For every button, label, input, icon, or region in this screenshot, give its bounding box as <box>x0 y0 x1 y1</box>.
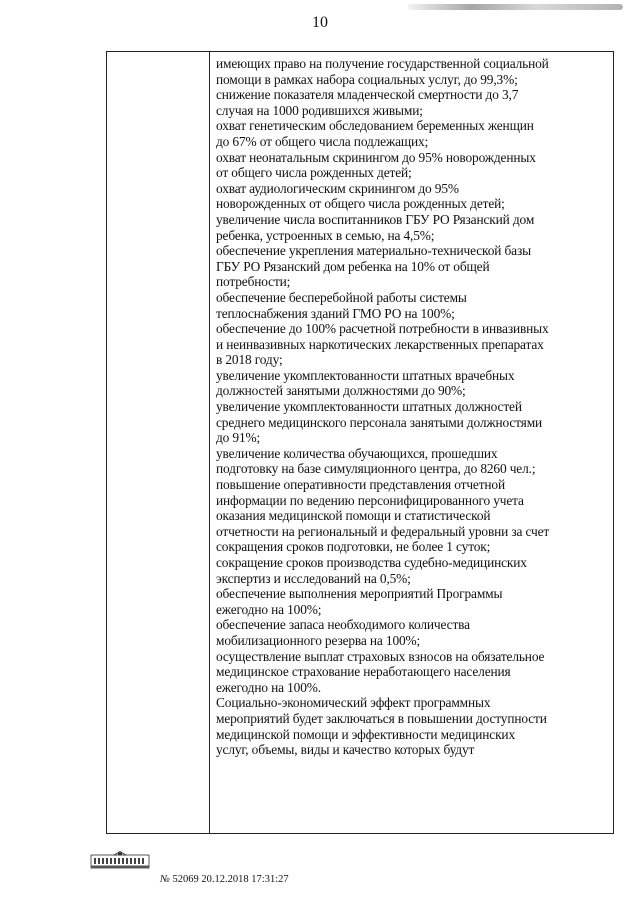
text-line: мобилизационного резерва на 100%; <box>216 632 421 648</box>
text-line: до 67% от общего числа подлежащих; <box>216 133 429 149</box>
government-building-icon <box>90 851 150 871</box>
text-line: имеющих право на получение государственной социальной <box>216 56 549 71</box>
text-line: увеличение количества обучающихся, прошедших <box>216 445 498 461</box>
text-line: мероприятий будет заключаться в повышении доступности <box>216 710 547 726</box>
text-line: Социально-экономический эффект программных <box>216 695 491 711</box>
text-line: до 91%; <box>216 430 261 446</box>
text-line: теплоснабжения зданий ГМО РО на 100%; <box>216 305 455 321</box>
text-line: ГБУ РО Рязанский дом ребенка на 10% от общей <box>216 258 490 274</box>
text-line: повышение оперативности представления отчетной <box>216 477 505 493</box>
text-line: медицинской помощи и эффективности медицинских <box>216 726 515 742</box>
scan-artifact <box>408 4 623 10</box>
text-line: новорожденных от общего числа рожденных детей; <box>216 196 505 212</box>
text-line: увеличение укомплектованности штатных врачебных <box>216 367 515 383</box>
text-line: охват генетическим обследованием беременных женщин <box>216 118 534 134</box>
text-line: среднего медицинского персонала занятыми должностями <box>216 414 543 430</box>
text-line: снижение показателя младенческой смертности до 3,7 <box>216 87 519 103</box>
registration-datetime: 20.12.2018 17:31:27 <box>201 874 289 885</box>
text-line: подготовку на базе симуляционного центра, до 8260 чел.; <box>216 461 536 477</box>
text-line: ребенка, устроенных в семью, на 4,5%; <box>216 227 435 243</box>
number-sign: № <box>160 874 170 885</box>
text-line: в 2018 году; <box>216 352 283 368</box>
text-line: отчетности на региональный и федеральный уровни за счет <box>216 523 550 539</box>
text-line: обеспечение до 100% расчетной потребности в инвазивных <box>216 321 549 337</box>
text-line: должностей занятыми должностями до 90%; <box>216 383 466 399</box>
text-line: от общего числа рожденных детей; <box>216 165 412 181</box>
text-line: и неинвазивных наркотических лекарственных препаратах <box>216 336 544 352</box>
text-line: охват неонатальным скринингом до 95% новорожденных <box>216 149 536 165</box>
text-line: увеличение числа воспитанников ГБУ РО Рязанский дом <box>216 211 535 227</box>
table-left-column <box>107 52 210 833</box>
page-number: 10 <box>312 14 328 31</box>
text-line: обеспечение запаса необходимого количества <box>216 617 470 633</box>
text-line: случая на 1000 родившихся живыми; <box>216 102 423 118</box>
document-number: 52069 <box>172 874 199 885</box>
text-line: экспертиз и исследований на 0,5%; <box>216 570 411 586</box>
text-line: потребности; <box>216 274 291 290</box>
table-right-column <box>216 56 612 758</box>
text-line: сокращение сроков производства судебно-медицинских <box>216 555 527 570</box>
text-line: обеспечение укрепления материально-технической базы <box>216 243 531 259</box>
text-line: услуг, объемы, виды и качество которых будут <box>216 742 475 758</box>
text-line: обеспечение бесперебойной работы системы <box>216 289 467 305</box>
text-line: ежегодно на 100%; <box>216 601 322 617</box>
text-line: оказания медицинской помощи и статистической <box>216 508 491 524</box>
text-line: осуществление выплат страховых взносов на обязательное <box>216 648 545 664</box>
registration-stamp <box>160 874 289 885</box>
content-table <box>106 51 614 834</box>
text-line: увеличение укомплектованности штатных должностей <box>216 399 522 415</box>
text-line: обеспечение выполнения мероприятий Программы <box>216 586 503 602</box>
text-line: информации по ведению персонифицированного учета <box>216 492 524 508</box>
text-line: ежегодно на 100%. <box>216 679 321 695</box>
text-line: сокращения сроков подготовки, не более 1 суток; <box>216 539 491 555</box>
text-line: медицинское страхование неработающего населения <box>216 664 511 680</box>
text-line: охват аудиологическим скринингом до 95% <box>216 180 459 196</box>
text-line: помощи в рамках набора социальных услуг, до 99,3%; <box>216 71 518 87</box>
